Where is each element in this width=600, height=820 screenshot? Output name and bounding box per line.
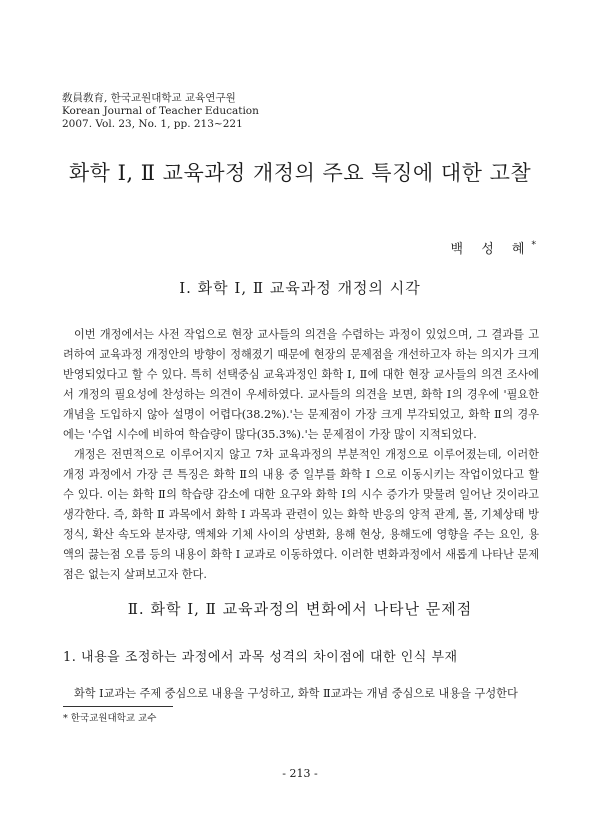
section-2-title: Ⅱ. 화학 Ⅰ, Ⅱ 교육과정의 변화에서 나타난 문제점 bbox=[127, 600, 473, 618]
footnote: * 한국교원대학교 교수 bbox=[63, 713, 157, 724]
subsection-1-title: 1. 내용을 조정하는 과정에서 과목 성격의 차이점에 대한 인식 부재 bbox=[63, 650, 458, 665]
paper-title: 화학 Ⅰ, Ⅱ 교육과정 개정의 주요 특징에 대한 고찰 bbox=[68, 161, 532, 185]
section-1-title: Ⅰ. 화학 Ⅰ, Ⅱ 교육과정 개정의 시각 bbox=[179, 279, 421, 297]
section-1-body bbox=[63, 325, 539, 585]
journal-name-korean: 敎員敎育, 한국교원대학교 교육연구원 bbox=[62, 92, 236, 104]
author-name: 백 성 혜 bbox=[450, 242, 532, 257]
page-number: - 213 - bbox=[282, 767, 318, 780]
journal-name-english: Korean Journal of Teacher Education bbox=[62, 105, 259, 117]
paragraph-2: 개정은 전면적으로 이루어지지 않고 7차 교육과정의 부분적인 개정으로 이루어졌는데, 이러한 개정 과정에서 가장 큰 특징은 화학 Ⅱ의 내용 중 일부를 화학 Ⅰ 으로 이동시키는 작업이었다고 할 수 있다. 이는 화학 Ⅱ의 학습량 감소에 대한 요구와 화학 Ⅰ의 시수 증가가 맞물려 일어난 것이라고 생각한다. 즉, 화학 Ⅱ 과목에서 화학 Ⅰ 과목과 관련이 있는 화학 반응의 양적 관계, 몰, 기체상태 방정식, 확산 속도와 분자량, 액체와 기체 사이의 상변화, 용해 현상, 용해도에 영향을 주는 요인, 용액의 끓는점 오름 등의 내용이 화학 Ⅰ 교과로 이동하였다. 이러한 변화과정에서 새롭게 나타난 문제점은 없는지 살펴보고자 한다. bbox=[63, 448, 539, 581]
journal-citation: 2007. Vol. 23, No. 1, pp. 213~221 bbox=[62, 118, 243, 130]
author-footnote-mark: * bbox=[531, 240, 536, 251]
paragraph-1: 이번 개정에서는 사전 작업으로 현장 교사들의 의견을 수렴하는 과정이 있었으며, 그 결과를 고려하여 교육과정 개정안의 방향이 정해졌기 때문에 현장의 문제점을 개선하고자 하는 의지가 크게 반영되었다고 할 수 있다. 특히 선택중심 교육과정인 화학 Ⅰ, Ⅱ에 대한 현장 교사들의 의견 조사에서 개정의 필요성에 찬성하는 의견이 우세하였다. 교사들의 의견을 보면, 화학 Ⅰ의 경우에 '필요한 개념을 도입하지 않아 설명이 어렵다(38.2%).'는 문제점이 가장 크게 부각되었고, 화학 Ⅱ의 경우에는 '수업 시수에 비하여 학습량이 많다(35.3%).'는 문제점이 가장 많이 지적되었다. bbox=[63, 328, 539, 441]
footnote-rule bbox=[63, 706, 173, 707]
section-2-first-line: 화학 Ⅰ교과는 주제 중심으로 내용을 구성하고, 화학 Ⅱ교과는 개념 중심으로 내용을 구성한다 bbox=[74, 687, 518, 700]
journal-header bbox=[62, 92, 259, 131]
author bbox=[451, 238, 536, 257]
